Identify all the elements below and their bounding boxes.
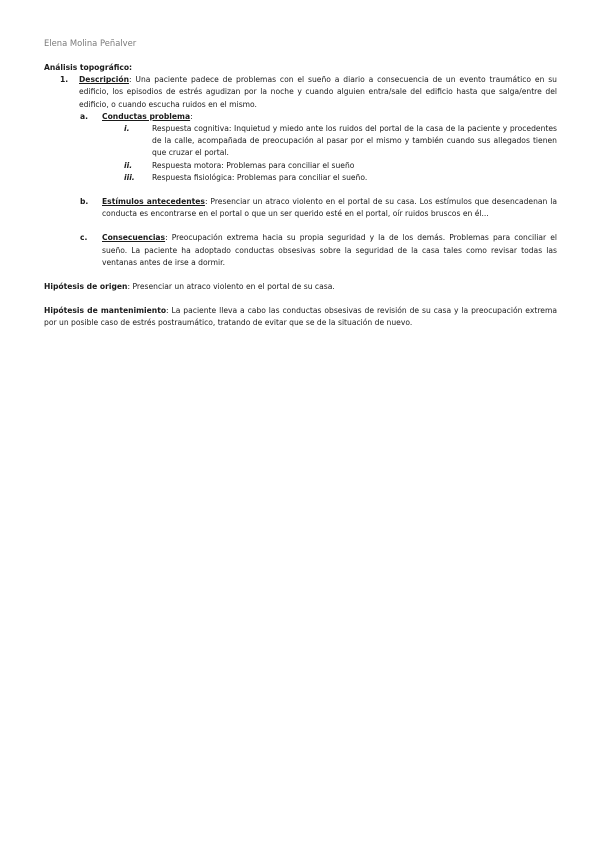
sub-consecuencias — [44, 232, 557, 269]
sub-text: : Preocupación extrema hacia su propia seguridad y la de los demás. Problemas para conciliar el sueño. La paciente ha adoptado conductas obsesivas sobre la seguridad de la casa tales como revisar todas las ventanas antes de irse a dormir. — [102, 233, 557, 267]
author-name: Elena Molina Peñalver — [44, 38, 137, 48]
hipotesis-mantenimiento — [44, 305, 557, 329]
roman-text: Respuesta fisiológica: Problemas para conciliar el sueño. — [152, 172, 368, 182]
hipotesis-origen — [44, 281, 557, 293]
sub-conductas-problema — [44, 111, 557, 123]
section-title: Análisis topográfico: — [44, 63, 133, 72]
sub-number: b. — [80, 197, 89, 207]
roman-text: Respuesta cognitiva: Inquietud y miedo ante los ruidos del portal de la casa de la paciente y procedentes de la calle, acompañada de preocupación al pasar por el mismo y también cuando sus allegados tienen que cruzar el portal. — [152, 124, 557, 158]
hipotesis-mantenimiento-label: Hipótesis de mantenimiento — [44, 306, 167, 316]
sub-text: : — [190, 111, 193, 121]
sub-label: Estímulos antecedentes — [102, 197, 205, 207]
document-body — [44, 62, 557, 330]
roman-number: ii. — [124, 160, 133, 170]
hipotesis-origen-text: : Presenciar un atraco violento en el portal de su casa. — [127, 282, 335, 292]
hipotesis-origen-label: Hipótesis de origen — [44, 282, 128, 292]
sub-text: : Presenciar un atraco violento en el portal de su casa. Los estímulos que desencadenan la conducta es encontrarse en el portal o que un ser querido esté en el portal, oír ruidos bruscos en él... — [102, 197, 557, 219]
sub-label: Consecuencias — [102, 233, 166, 243]
sub-estimulos-antecedentes — [44, 196, 557, 220]
roman-number: i. — [124, 124, 130, 134]
roman-item — [44, 172, 557, 184]
item-number: 1. — [60, 75, 69, 85]
sub-label: Conductas problema — [102, 111, 191, 121]
item-label: Descripción — [79, 75, 129, 85]
sub-number: a. — [80, 111, 89, 121]
item-text: : Una paciente padece de problemas con el sueño a diario a consecuencia de un evento traumático en su edificio, los episodios de estrés agudizan por la noche y cuando alguien entra/sale del edificio hasta que salga/entre del edificio, o cuando escucha ruidos en el mismo. — [79, 75, 557, 109]
roman-text: Respuesta motora: Problemas para conciliar el sueño — [152, 160, 355, 170]
roman-number: iii. — [124, 172, 135, 182]
roman-item — [44, 123, 557, 160]
roman-item — [44, 160, 557, 172]
item-descripcion — [44, 74, 557, 111]
sub-number: c. — [80, 233, 88, 243]
hipotesis-mantenimiento-text: : La paciente lleva a cabo las conductas obsesivas de revisión de su casa y la preocupación extrema por un posible caso de estrés postraumático, tratando de evitar que se de la situación de nuevo. — [44, 306, 557, 328]
